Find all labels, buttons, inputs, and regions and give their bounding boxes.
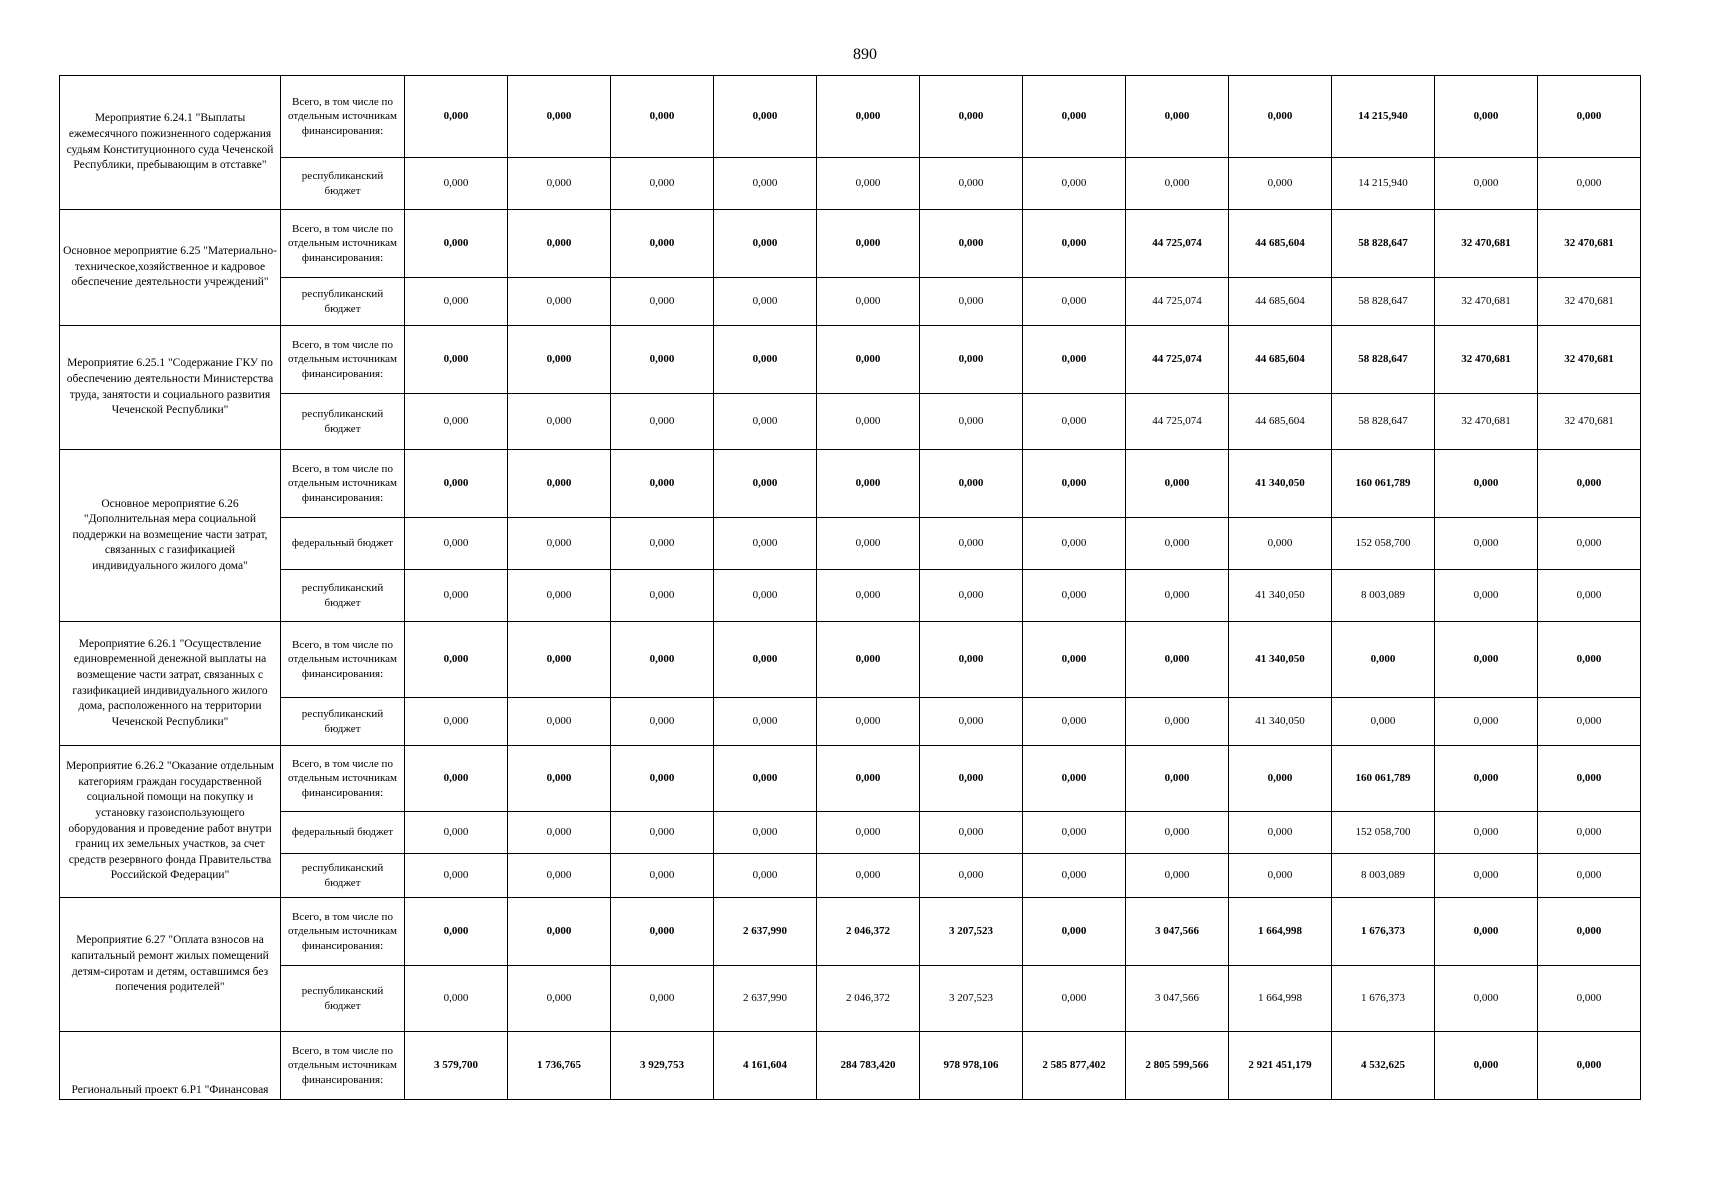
table-row-source: [60, 812, 1641, 854]
value-cell: 0,000: [1023, 570, 1126, 622]
value-cell: 284 783,420: [817, 1032, 920, 1100]
value-cell: 1 664,998: [1229, 898, 1332, 966]
activity-name-cell: Региональный проект 6.Р1 "Финансовая: [60, 1032, 281, 1100]
funding-source-cell: республиканский бюджет: [281, 698, 405, 746]
value-cell: 41 340,050: [1229, 622, 1332, 698]
value-cell: 0,000: [405, 570, 508, 622]
value-cell: 0,000: [1435, 622, 1538, 698]
table-row-total: [60, 622, 1641, 698]
value-cell: 0,000: [508, 698, 611, 746]
value-cell: 0,000: [611, 698, 714, 746]
value-cell: 41 340,050: [1229, 570, 1332, 622]
value-cell: 1 664,998: [1229, 966, 1332, 1032]
value-cell: 44 685,604: [1229, 278, 1332, 326]
value-cell: 0,000: [508, 394, 611, 450]
value-cell: 0,000: [714, 622, 817, 698]
value-cell: 0,000: [920, 518, 1023, 570]
value-cell: 32 470,681: [1435, 326, 1538, 394]
value-cell: 0,000: [1538, 746, 1641, 812]
value-cell: 0,000: [1435, 76, 1538, 158]
value-cell: 0,000: [1023, 854, 1126, 898]
value-cell: 32 470,681: [1538, 326, 1641, 394]
funding-source-cell: республиканский бюджет: [281, 158, 405, 210]
value-cell: 0,000: [611, 210, 714, 278]
value-cell: 41 340,050: [1229, 698, 1332, 746]
value-cell: 0,000: [1538, 76, 1641, 158]
value-cell: 1 676,373: [1332, 966, 1435, 1032]
value-cell: 41 340,050: [1229, 450, 1332, 518]
value-cell: 3 047,566: [1126, 898, 1229, 966]
value-cell: 8 003,089: [1332, 854, 1435, 898]
value-cell: 0,000: [405, 210, 508, 278]
value-cell: 0,000: [1435, 1032, 1538, 1100]
value-cell: 0,000: [1538, 570, 1641, 622]
value-cell: 152 058,700: [1332, 812, 1435, 854]
table-row-source: [60, 570, 1641, 622]
value-cell: 160 061,789: [1332, 746, 1435, 812]
value-cell: 0,000: [1538, 812, 1641, 854]
activity-name-cell: Мероприятие 6.26.1 "Осуществление единовременной денежной выплаты на возмещение части затрат, связанных с газификацией индивидуального жилого дома, расположенного на территории Чеченской Республики": [60, 622, 281, 746]
table-row-total: [60, 746, 1641, 812]
value-cell: 0,000: [1435, 698, 1538, 746]
value-cell: 32 470,681: [1538, 394, 1641, 450]
value-cell: 0,000: [1435, 570, 1538, 622]
value-cell: 0,000: [714, 76, 817, 158]
value-cell: 0,000: [817, 812, 920, 854]
value-cell: 0,000: [611, 450, 714, 518]
value-cell: 2 046,372: [817, 898, 920, 966]
value-cell: 0,000: [1023, 518, 1126, 570]
value-cell: 0,000: [508, 278, 611, 326]
value-cell: 152 058,700: [1332, 518, 1435, 570]
value-cell: 0,000: [714, 854, 817, 898]
table-row-total: [60, 450, 1641, 518]
value-cell: 0,000: [1435, 450, 1538, 518]
value-cell: 0,000: [508, 76, 611, 158]
value-cell: 0,000: [611, 622, 714, 698]
value-cell: 0,000: [508, 854, 611, 898]
value-cell: 0,000: [508, 326, 611, 394]
activity-name-cell: Основное мероприятие 6.26 "Дополнительная мера социальной поддержки на возмещение части затрат, связанных с газификацией индивидуального жилого дома": [60, 450, 281, 622]
value-cell: 0,000: [405, 326, 508, 394]
value-cell: 0,000: [1023, 698, 1126, 746]
value-cell: 0,000: [817, 326, 920, 394]
value-cell: 0,000: [920, 278, 1023, 326]
value-cell: 2 805 599,566: [1126, 1032, 1229, 1100]
funding-source-cell: Всего, в том числе по отдельным источникам финансирования:: [281, 898, 405, 966]
value-cell: 0,000: [611, 326, 714, 394]
value-cell: 58 828,647: [1332, 394, 1435, 450]
value-cell: 0,000: [1435, 746, 1538, 812]
value-cell: 0,000: [1023, 450, 1126, 518]
value-cell: 0,000: [1435, 158, 1538, 210]
value-cell: 0,000: [1023, 898, 1126, 966]
funding-source-cell: Всего, в том числе по отдельным источникам финансирования:: [281, 76, 405, 158]
value-cell: 0,000: [1229, 812, 1332, 854]
value-cell: 0,000: [611, 966, 714, 1032]
value-cell: 0,000: [1538, 1032, 1641, 1100]
table-row-total: [60, 326, 1641, 394]
value-cell: 0,000: [920, 450, 1023, 518]
value-cell: 0,000: [611, 158, 714, 210]
value-cell: 0,000: [508, 966, 611, 1032]
value-cell: 0,000: [1023, 278, 1126, 326]
value-cell: 0,000: [508, 812, 611, 854]
value-cell: 0,000: [714, 812, 817, 854]
budget-table-container: [59, 75, 1640, 1097]
value-cell: 0,000: [508, 450, 611, 518]
value-cell: 0,000: [817, 570, 920, 622]
value-cell: 0,000: [1023, 76, 1126, 158]
value-cell: 0,000: [817, 854, 920, 898]
value-cell: 0,000: [405, 394, 508, 450]
value-cell: 0,000: [508, 898, 611, 966]
value-cell: 0,000: [1023, 394, 1126, 450]
funding-source-cell: республиканский бюджет: [281, 394, 405, 450]
value-cell: 44 685,604: [1229, 394, 1332, 450]
value-cell: 44 685,604: [1229, 210, 1332, 278]
table-row-source: [60, 966, 1641, 1032]
value-cell: 0,000: [714, 278, 817, 326]
funding-source-cell: Всего, в том числе по отдельным источникам финансирования:: [281, 326, 405, 394]
value-cell: 0,000: [1023, 326, 1126, 394]
value-cell: 0,000: [1126, 158, 1229, 210]
activity-name-cell: Мероприятие 6.24.1 "Выплаты ежемесячного пожизненного содержания судьям Конституционного суда Чеченской Республики, пребывающим в отставке": [60, 76, 281, 210]
value-cell: 0,000: [920, 746, 1023, 812]
value-cell: 1 676,373: [1332, 898, 1435, 966]
value-cell: 0,000: [611, 812, 714, 854]
funding-source-cell: Всего, в том числе по отдельным источникам финансирования:: [281, 622, 405, 698]
value-cell: 32 470,681: [1538, 278, 1641, 326]
value-cell: 0,000: [1229, 746, 1332, 812]
value-cell: 0,000: [1332, 622, 1435, 698]
value-cell: 0,000: [1538, 898, 1641, 966]
value-cell: 0,000: [508, 158, 611, 210]
funding-source-cell: федеральный бюджет: [281, 518, 405, 570]
value-cell: 0,000: [1435, 812, 1538, 854]
table-row-source: [60, 698, 1641, 746]
value-cell: 0,000: [817, 394, 920, 450]
value-cell: 0,000: [1538, 622, 1641, 698]
value-cell: 2 921 451,179: [1229, 1032, 1332, 1100]
value-cell: 58 828,647: [1332, 210, 1435, 278]
value-cell: 0,000: [817, 518, 920, 570]
value-cell: 0,000: [817, 698, 920, 746]
value-cell: 44 725,074: [1126, 394, 1229, 450]
value-cell: 3 929,753: [611, 1032, 714, 1100]
value-cell: 0,000: [405, 898, 508, 966]
value-cell: 0,000: [1023, 158, 1126, 210]
value-cell: 44 685,604: [1229, 326, 1332, 394]
value-cell: 0,000: [508, 518, 611, 570]
value-cell: 0,000: [920, 622, 1023, 698]
value-cell: 14 215,940: [1332, 158, 1435, 210]
value-cell: 0,000: [508, 570, 611, 622]
value-cell: 0,000: [1229, 158, 1332, 210]
value-cell: 0,000: [714, 158, 817, 210]
value-cell: 0,000: [1332, 698, 1435, 746]
value-cell: 0,000: [714, 570, 817, 622]
value-cell: 58 828,647: [1332, 278, 1435, 326]
value-cell: 0,000: [920, 394, 1023, 450]
value-cell: 0,000: [405, 698, 508, 746]
table-row-total: [60, 76, 1641, 158]
activity-name-cell: Основное мероприятие 6.25 "Материально-техническое,хозяйственное и кадровое обеспечение деятельности учреждений": [60, 210, 281, 326]
value-cell: 32 470,681: [1435, 278, 1538, 326]
value-cell: 0,000: [714, 394, 817, 450]
value-cell: 0,000: [920, 326, 1023, 394]
table-row-source: [60, 158, 1641, 210]
budget-table-body: [60, 76, 1641, 1100]
table-row-total: [60, 1032, 1641, 1100]
value-cell: 0,000: [1126, 854, 1229, 898]
value-cell: 32 470,681: [1435, 394, 1538, 450]
table-row-source: [60, 278, 1641, 326]
value-cell: 0,000: [1023, 210, 1126, 278]
value-cell: 4 161,604: [714, 1032, 817, 1100]
value-cell: 0,000: [405, 622, 508, 698]
value-cell: 0,000: [405, 158, 508, 210]
value-cell: 0,000: [920, 812, 1023, 854]
table-row-total: [60, 210, 1641, 278]
value-cell: 0,000: [920, 698, 1023, 746]
activity-name-cell: Мероприятие 6.26.2 "Оказание отдельным категориям граждан государственной социальной помощи на покупку и установку газоиспользующего оборудования и проведение работ внутри границ их земельных участков, за счет средств резервного фонда Правительства Российской Федерации": [60, 746, 281, 898]
value-cell: 0,000: [1126, 698, 1229, 746]
value-cell: 0,000: [920, 854, 1023, 898]
value-cell: 0,000: [1023, 966, 1126, 1032]
value-cell: 0,000: [1126, 76, 1229, 158]
funding-source-cell: Всего, в том числе по отдельным источникам финансирования:: [281, 450, 405, 518]
funding-source-cell: республиканский бюджет: [281, 278, 405, 326]
table-row-source: [60, 854, 1641, 898]
value-cell: 0,000: [1023, 746, 1126, 812]
value-cell: 32 470,681: [1538, 210, 1641, 278]
value-cell: 0,000: [611, 518, 714, 570]
value-cell: 0,000: [1126, 518, 1229, 570]
value-cell: 0,000: [508, 210, 611, 278]
value-cell: 0,000: [611, 76, 714, 158]
value-cell: 0,000: [714, 326, 817, 394]
value-cell: 0,000: [920, 210, 1023, 278]
value-cell: 0,000: [508, 622, 611, 698]
activity-name-cell: Мероприятие 6.25.1 "Содержание ГКУ по обеспечению деятельности Министерства труда, занятости и социального развития Чеченской Республики": [60, 326, 281, 450]
value-cell: 0,000: [611, 278, 714, 326]
value-cell: 1 736,765: [508, 1032, 611, 1100]
value-cell: 0,000: [1229, 518, 1332, 570]
value-cell: 0,000: [714, 450, 817, 518]
value-cell: 0,000: [1538, 698, 1641, 746]
value-cell: 0,000: [817, 746, 920, 812]
value-cell: 0,000: [714, 518, 817, 570]
value-cell: 8 003,089: [1332, 570, 1435, 622]
funding-source-cell: республиканский бюджет: [281, 570, 405, 622]
value-cell: 3 207,523: [920, 898, 1023, 966]
value-cell: 0,000: [1126, 570, 1229, 622]
value-cell: 0,000: [611, 570, 714, 622]
value-cell: 0,000: [508, 746, 611, 812]
value-cell: 2 585 877,402: [1023, 1032, 1126, 1100]
value-cell: 4 532,625: [1332, 1032, 1435, 1100]
value-cell: 0,000: [1435, 518, 1538, 570]
funding-source-cell: федеральный бюджет: [281, 812, 405, 854]
value-cell: 0,000: [714, 210, 817, 278]
value-cell: 0,000: [1126, 622, 1229, 698]
value-cell: 0,000: [611, 394, 714, 450]
value-cell: 0,000: [920, 570, 1023, 622]
budget-table: [59, 75, 1641, 1100]
activity-name-cell: Мероприятие 6.27 "Оплата взносов на капитальный ремонт жилых помещений детям-сиротам и детям, оставшимся без попечения родителей": [60, 898, 281, 1032]
value-cell: 0,000: [714, 746, 817, 812]
value-cell: 32 470,681: [1435, 210, 1538, 278]
value-cell: 0,000: [405, 854, 508, 898]
value-cell: 3 047,566: [1126, 966, 1229, 1032]
value-cell: 0,000: [1023, 622, 1126, 698]
value-cell: 0,000: [1538, 854, 1641, 898]
page-number: 890: [853, 46, 877, 63]
table-row-source: [60, 518, 1641, 570]
value-cell: 0,000: [1435, 854, 1538, 898]
value-cell: 0,000: [1538, 518, 1641, 570]
funding-source-cell: Всего, в том числе по отдельным источникам финансирования:: [281, 210, 405, 278]
value-cell: 14 215,940: [1332, 76, 1435, 158]
value-cell: 160 061,789: [1332, 450, 1435, 518]
value-cell: 3 579,700: [405, 1032, 508, 1100]
value-cell: 0,000: [817, 210, 920, 278]
value-cell: 0,000: [405, 812, 508, 854]
value-cell: 2 046,372: [817, 966, 920, 1032]
value-cell: 0,000: [714, 698, 817, 746]
value-cell: 2 637,990: [714, 966, 817, 1032]
value-cell: 0,000: [611, 898, 714, 966]
funding-source-cell: Всего, в том числе по отдельным источникам финансирования:: [281, 746, 405, 812]
value-cell: 0,000: [817, 622, 920, 698]
value-cell: 58 828,647: [1332, 326, 1435, 394]
value-cell: 0,000: [1538, 158, 1641, 210]
value-cell: 0,000: [405, 966, 508, 1032]
funding-source-cell: Всего, в том числе по отдельным источникам финансирования:: [281, 1032, 405, 1100]
value-cell: 44 725,074: [1126, 278, 1229, 326]
value-cell: 0,000: [817, 450, 920, 518]
funding-source-cell: республиканский бюджет: [281, 854, 405, 898]
value-cell: 0,000: [611, 854, 714, 898]
value-cell: 0,000: [1126, 450, 1229, 518]
value-cell: 0,000: [405, 76, 508, 158]
table-row-total: [60, 898, 1641, 966]
value-cell: 0,000: [1538, 966, 1641, 1032]
value-cell: 0,000: [1126, 746, 1229, 812]
value-cell: 2 637,990: [714, 898, 817, 966]
value-cell: 0,000: [1126, 812, 1229, 854]
value-cell: 0,000: [1435, 898, 1538, 966]
value-cell: 0,000: [817, 158, 920, 210]
value-cell: 0,000: [920, 158, 1023, 210]
value-cell: 0,000: [405, 450, 508, 518]
value-cell: 0,000: [1538, 450, 1641, 518]
funding-source-cell: республиканский бюджет: [281, 966, 405, 1032]
value-cell: 0,000: [405, 746, 508, 812]
value-cell: 44 725,074: [1126, 210, 1229, 278]
value-cell: 0,000: [1229, 854, 1332, 898]
value-cell: 44 725,074: [1126, 326, 1229, 394]
value-cell: 0,000: [1229, 76, 1332, 158]
value-cell: 0,000: [920, 76, 1023, 158]
value-cell: 0,000: [817, 76, 920, 158]
value-cell: 978 978,106: [920, 1032, 1023, 1100]
value-cell: 0,000: [611, 746, 714, 812]
value-cell: 0,000: [1023, 812, 1126, 854]
table-row-source: [60, 394, 1641, 450]
value-cell: 3 207,523: [920, 966, 1023, 1032]
value-cell: 0,000: [1435, 966, 1538, 1032]
value-cell: 0,000: [405, 518, 508, 570]
value-cell: 0,000: [817, 278, 920, 326]
value-cell: 0,000: [405, 278, 508, 326]
